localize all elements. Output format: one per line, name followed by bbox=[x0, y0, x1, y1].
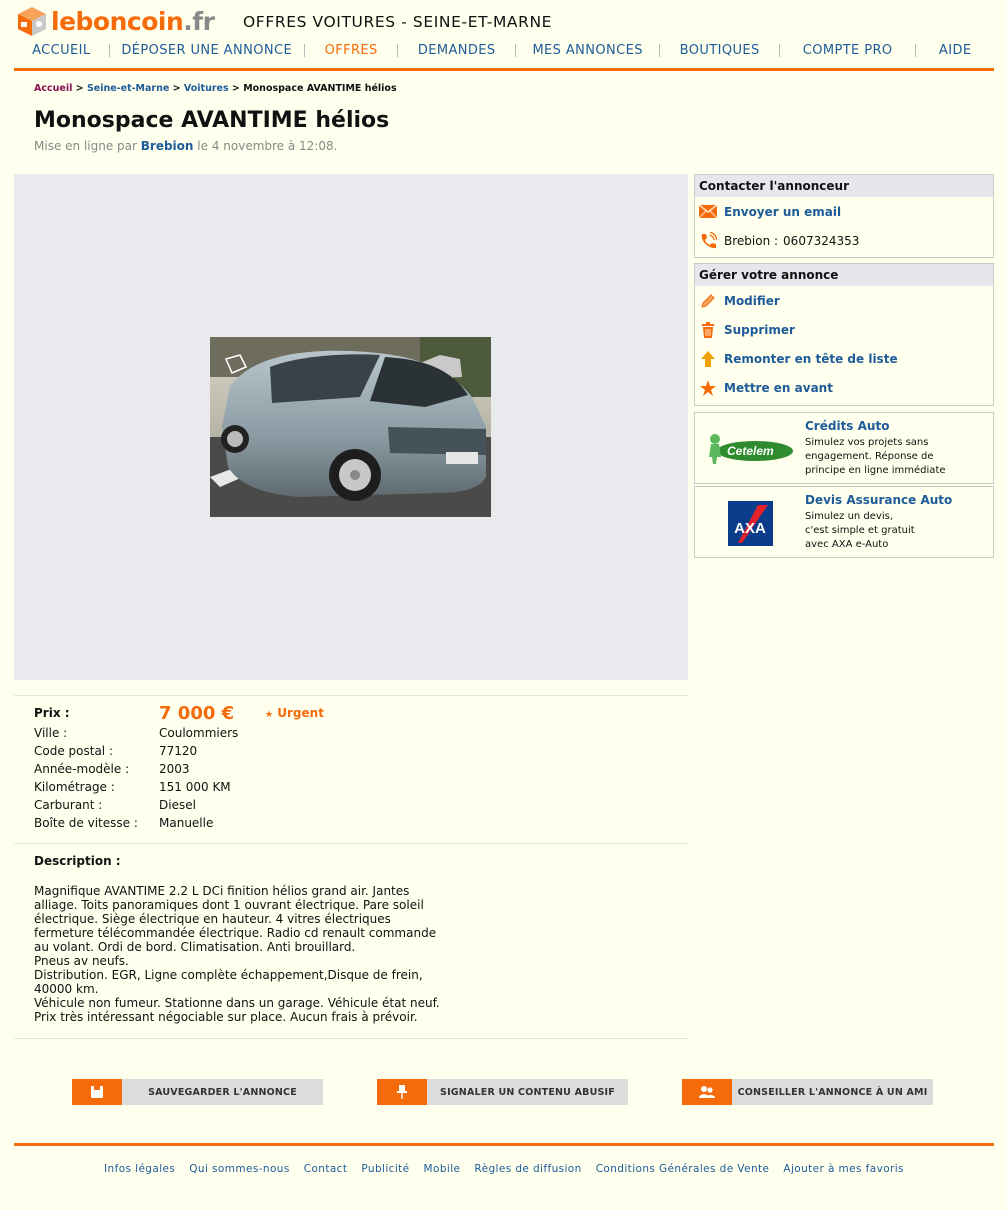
meta-date: le 4 novembre à 12:08. bbox=[197, 139, 338, 153]
meta-prefix: Mise en ligne par bbox=[34, 139, 137, 153]
manage-item-modifier[interactable] bbox=[695, 286, 993, 315]
detail-value: 2003 bbox=[159, 762, 190, 776]
phone-icon bbox=[698, 232, 718, 250]
manage-title: Gérer votre annonce bbox=[695, 264, 993, 286]
page-title: Monospace AVANTIME hélios bbox=[34, 108, 390, 133]
detail-row bbox=[34, 724, 324, 742]
save-ad-button[interactable] bbox=[72, 1079, 323, 1105]
breadcrumb-sep: > bbox=[231, 83, 240, 94]
breadcrumb-region[interactable]: Seine-et-Marne bbox=[86, 83, 170, 94]
price-value: 7 000 € bbox=[159, 702, 235, 724]
main-nav bbox=[14, 39, 994, 61]
recommend-friend-label: CONSEILLER L'ANNONCE À UN AMI bbox=[732, 1079, 933, 1105]
cetelem-logo bbox=[705, 431, 795, 465]
footer-rule bbox=[14, 1143, 994, 1146]
logo-brand: leboncoin bbox=[51, 6, 184, 36]
divider bbox=[14, 695, 688, 696]
detail-value: Manuelle bbox=[159, 816, 214, 830]
phone-owner: Brebion : bbox=[724, 233, 779, 248]
description-text: Magnifique AVANTIME 2.2 L DCi finition hélios grand air. Jantes alliage. Toits panoramiques dont 1 ouvrant électrique. Pare soleil électrique. Siège électrique en hauteur. 4 vitres électriques fermeture télécommandée électrique. Radio cd renault commande au volant. Ordi de bord. Climatisation. Anti brouillard. Pneus av neufs. Distribution. EGR, Ligne complète échappement,Disque de frein, 40000 km. Véhicule non fumeur. Stationne dans un garage. Véhicule état neuf. Prix très intéressant négociable sur place. Aucun frais à prévoir. bbox=[34, 884, 440, 1024]
detail-value: Diesel bbox=[159, 798, 196, 812]
manage-item-mettre-en-avant[interactable] bbox=[695, 373, 993, 402]
report-abuse-label: SIGNALER UN CONTENU ABUSIF bbox=[427, 1079, 628, 1105]
detail-row bbox=[34, 742, 324, 760]
delete-link[interactable]: Supprimer bbox=[724, 322, 795, 337]
price-row bbox=[34, 702, 324, 724]
footer-link[interactable]: Ajouter à mes favoris bbox=[783, 1163, 904, 1175]
manage-box bbox=[694, 263, 994, 406]
bump-link[interactable]: Remonter en tête de liste bbox=[724, 351, 898, 366]
save-ad-label: SAUVEGARDER L'ANNONCE bbox=[122, 1079, 323, 1105]
car-photo[interactable] bbox=[210, 337, 491, 517]
price-label: Prix : bbox=[34, 706, 70, 720]
ad-title[interactable]: Devis Assurance Auto bbox=[805, 493, 953, 507]
detail-value: Coulommiers bbox=[159, 726, 239, 740]
envelope-icon bbox=[698, 203, 718, 221]
ad-details bbox=[34, 702, 324, 832]
footer-link[interactable]: Infos légales bbox=[104, 1163, 176, 1175]
report-abuse-button[interactable] bbox=[377, 1079, 628, 1105]
arrow-up-icon bbox=[698, 350, 718, 368]
urgent-badge bbox=[265, 706, 324, 720]
friends-icon bbox=[682, 1079, 732, 1105]
breadcrumb-sep: > bbox=[172, 83, 181, 94]
divider bbox=[14, 1038, 688, 1039]
divider bbox=[14, 843, 688, 844]
phone-row bbox=[695, 226, 993, 255]
detail-label: Ville : bbox=[34, 726, 68, 740]
nav-offres[interactable]: OFFRES bbox=[324, 42, 378, 58]
nav-boutiques[interactable]: BOUTIQUES bbox=[679, 42, 760, 58]
header-rule bbox=[14, 68, 994, 71]
detail-row bbox=[34, 760, 324, 778]
detail-row bbox=[34, 814, 324, 832]
footer-link[interactable]: Contact bbox=[303, 1163, 348, 1175]
axa-ad[interactable] bbox=[694, 486, 994, 558]
nav-accueil[interactable]: ACCUEIL bbox=[32, 42, 91, 58]
recommend-friend-button[interactable] bbox=[682, 1079, 933, 1105]
detail-value: 77120 bbox=[159, 744, 198, 758]
manage-item-supprimer[interactable] bbox=[695, 315, 993, 344]
axa-logo bbox=[728, 501, 773, 546]
ad-title[interactable]: Crédits Auto bbox=[805, 419, 890, 433]
breadcrumb-category[interactable]: Voitures bbox=[183, 83, 229, 94]
detail-label: Boîte de vitesse : bbox=[34, 816, 138, 830]
send-email-link[interactable]: Envoyer un email bbox=[724, 204, 842, 219]
footer-link[interactable]: Conditions Générales de Vente bbox=[595, 1163, 770, 1175]
site-heading: OFFRES VOITURES - SEINE-ET-MARNE bbox=[243, 13, 553, 31]
pencil-icon bbox=[698, 292, 718, 310]
manage-item-remonter[interactable] bbox=[695, 344, 993, 373]
ad-meta bbox=[34, 139, 337, 153]
contact-box bbox=[694, 174, 994, 258]
contact-title: Contacter l'annonceur bbox=[695, 175, 993, 197]
footer-link[interactable]: Publicité bbox=[361, 1163, 410, 1175]
star-icon: ★ bbox=[265, 710, 274, 720]
nav-deposer-annonce[interactable]: DÉPOSER UNE ANNONCE bbox=[121, 42, 293, 58]
pin-icon bbox=[377, 1079, 427, 1105]
detail-value: 151 000 KM bbox=[159, 780, 231, 794]
cetelem-ad[interactable] bbox=[694, 412, 994, 484]
footer-link[interactable]: Mobile bbox=[423, 1163, 461, 1175]
breadcrumb-home[interactable]: Accueil bbox=[34, 83, 73, 94]
author-link[interactable]: Brebion bbox=[140, 139, 194, 153]
ad-text: Simulez un devis, c'est simple et gratuit avec AXA e-Auto bbox=[805, 511, 915, 550]
save-icon bbox=[72, 1079, 122, 1105]
footer-links bbox=[14, 1163, 994, 1175]
detail-label: Kilométrage : bbox=[34, 780, 115, 794]
description-title: Description : bbox=[34, 854, 121, 868]
svg-text:Cetelem: Cetelem bbox=[727, 444, 774, 458]
star-icon bbox=[698, 379, 718, 397]
breadcrumb-sep: > bbox=[75, 83, 84, 94]
detail-label: Carburant : bbox=[34, 798, 103, 812]
phone-number: 0607324353 bbox=[783, 233, 860, 248]
detail-label: Code postal : bbox=[34, 744, 113, 758]
logo-box-icon bbox=[14, 4, 48, 38]
photo-area bbox=[14, 174, 688, 680]
site-logo[interactable] bbox=[14, 2, 214, 40]
nav-demandes[interactable]: DEMANDES bbox=[417, 42, 496, 58]
svg-text:AXA: AXA bbox=[734, 520, 766, 537]
feature-link[interactable]: Mettre en avant bbox=[724, 380, 833, 395]
trash-icon bbox=[698, 321, 718, 339]
urgent-label: Urgent bbox=[277, 706, 324, 720]
detail-row bbox=[34, 796, 324, 814]
ad-text: Simulez vos projets sans engagement. Réponse de principe en ligne immédiate bbox=[805, 437, 946, 476]
nav-mes-annonces[interactable]: MES ANNONCES bbox=[532, 42, 643, 58]
footer-link[interactable]: Qui sommes-nous bbox=[189, 1163, 290, 1175]
footer-link[interactable]: Règles de diffusion bbox=[474, 1163, 582, 1175]
logo-tld: .fr bbox=[183, 6, 215, 36]
nav-aide[interactable]: AIDE bbox=[938, 42, 972, 58]
detail-row bbox=[34, 778, 324, 796]
modify-link[interactable]: Modifier bbox=[724, 293, 780, 308]
email-row[interactable] bbox=[695, 197, 993, 226]
nav-compte-pro[interactable]: COMPTE PRO bbox=[802, 42, 893, 58]
detail-label: Année-modèle : bbox=[34, 762, 130, 776]
breadcrumb-current: Monospace AVANTIME hélios bbox=[243, 83, 397, 94]
breadcrumb bbox=[34, 83, 397, 94]
